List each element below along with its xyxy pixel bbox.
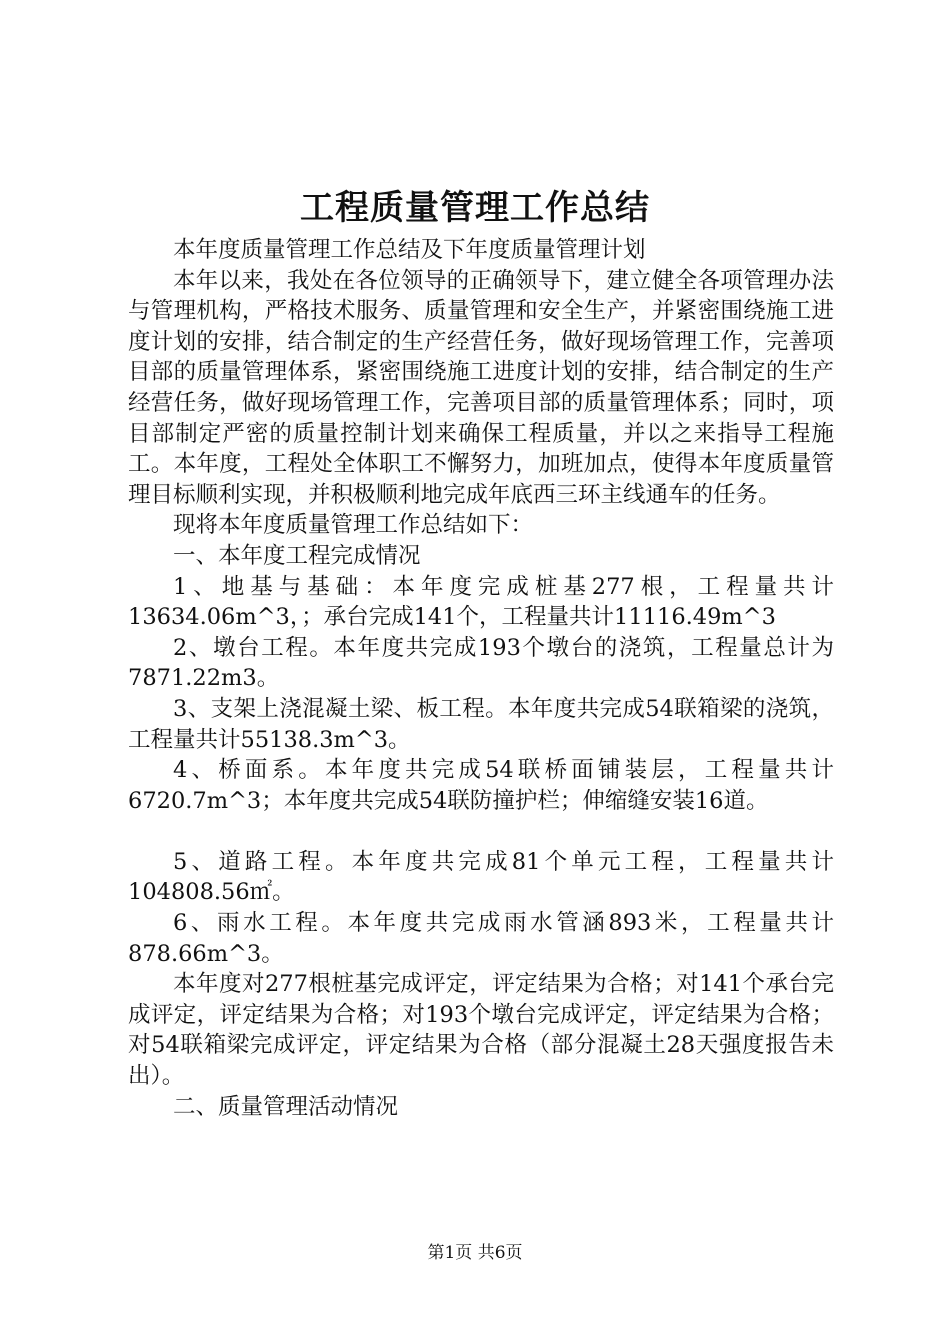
document-title: 工程质量管理工作总结 bbox=[300, 188, 650, 228]
item-drainage: 6、雨水工程。本年度共完成雨水管涵893米，工程量共计878.66m^3。 bbox=[128, 910, 834, 967]
item-road: 5、道路工程。本年度共完成81个单元工程，工程量共计104808.56㎡。 bbox=[128, 848, 834, 906]
paragraph-plan-heading: 本年度质量管理工作总结及下年度质量管理计划 bbox=[173, 237, 646, 263]
paragraph-intro: 本年以来，我处在各位领导的正确领导下，建立健全各项管理办法与管理机构，严格技术服务、质量管理和安全生产，并紧密围绕施工进度计划的安排，结合制定的生产经营任务，做好现场管理工作，完善项目部的质量管理体系，紧密围绕施工进度计划的安排，结合制定的生产经营任务，做好现场管理工作，完善项目部的质量管理体系；同时，项目部制定严密的质量控制计划来确保工程质量，并以之来指导工程施工。本年度，工程处全体职工不懈努力，加班加点，使得本年度质量管理目标顺利实现，并积极顺利地完成年底西三环主线通车的任务。 bbox=[128, 267, 834, 508]
section-heading-completion: 一、本年度工程完成情况 bbox=[173, 542, 421, 569]
page-footer: 第1页 共6页 bbox=[427, 1243, 523, 1263]
paragraph-summary-lead: 现将本年度质量管理工作总结如下： bbox=[173, 512, 534, 539]
item-beam: 3、支架上浇混凝土梁、板工程。本年度共完成54联箱梁的浇筑，工程量共计55138.3m^3。 bbox=[128, 695, 834, 753]
document-body bbox=[128, 235, 834, 1122]
item-foundation: 1、地基与基础：本年度完成桩基277根，工程量共计13634.06m^3，；承台完成141个，工程量共计11116.49m^3 bbox=[128, 573, 834, 631]
blank-line bbox=[128, 816, 834, 847]
item-pier: 2、墩台工程。本年度共完成193个墩台的浇筑，工程量总计为7871.22m3。 bbox=[128, 634, 834, 692]
paragraph-evaluation: 本年度对277根桩基完成评定，评定结果为合格；对141个承台完成评定，评定结果为合格；对193个墩台完成评定，评定结果为合格；对54联箱梁完成评定，评定结果为合格（部分混凝土28天强度报告未出）。 bbox=[128, 971, 834, 1090]
item-deck: 4、桥面系。本年度共完成54联桥面铺装层，工程量共计6720.7m^3；本年度共完成54联防撞护栏；伸缩缝安装16道。 bbox=[128, 757, 834, 814]
section-heading-activities: 二、质量管理活动情况 bbox=[173, 1093, 399, 1120]
